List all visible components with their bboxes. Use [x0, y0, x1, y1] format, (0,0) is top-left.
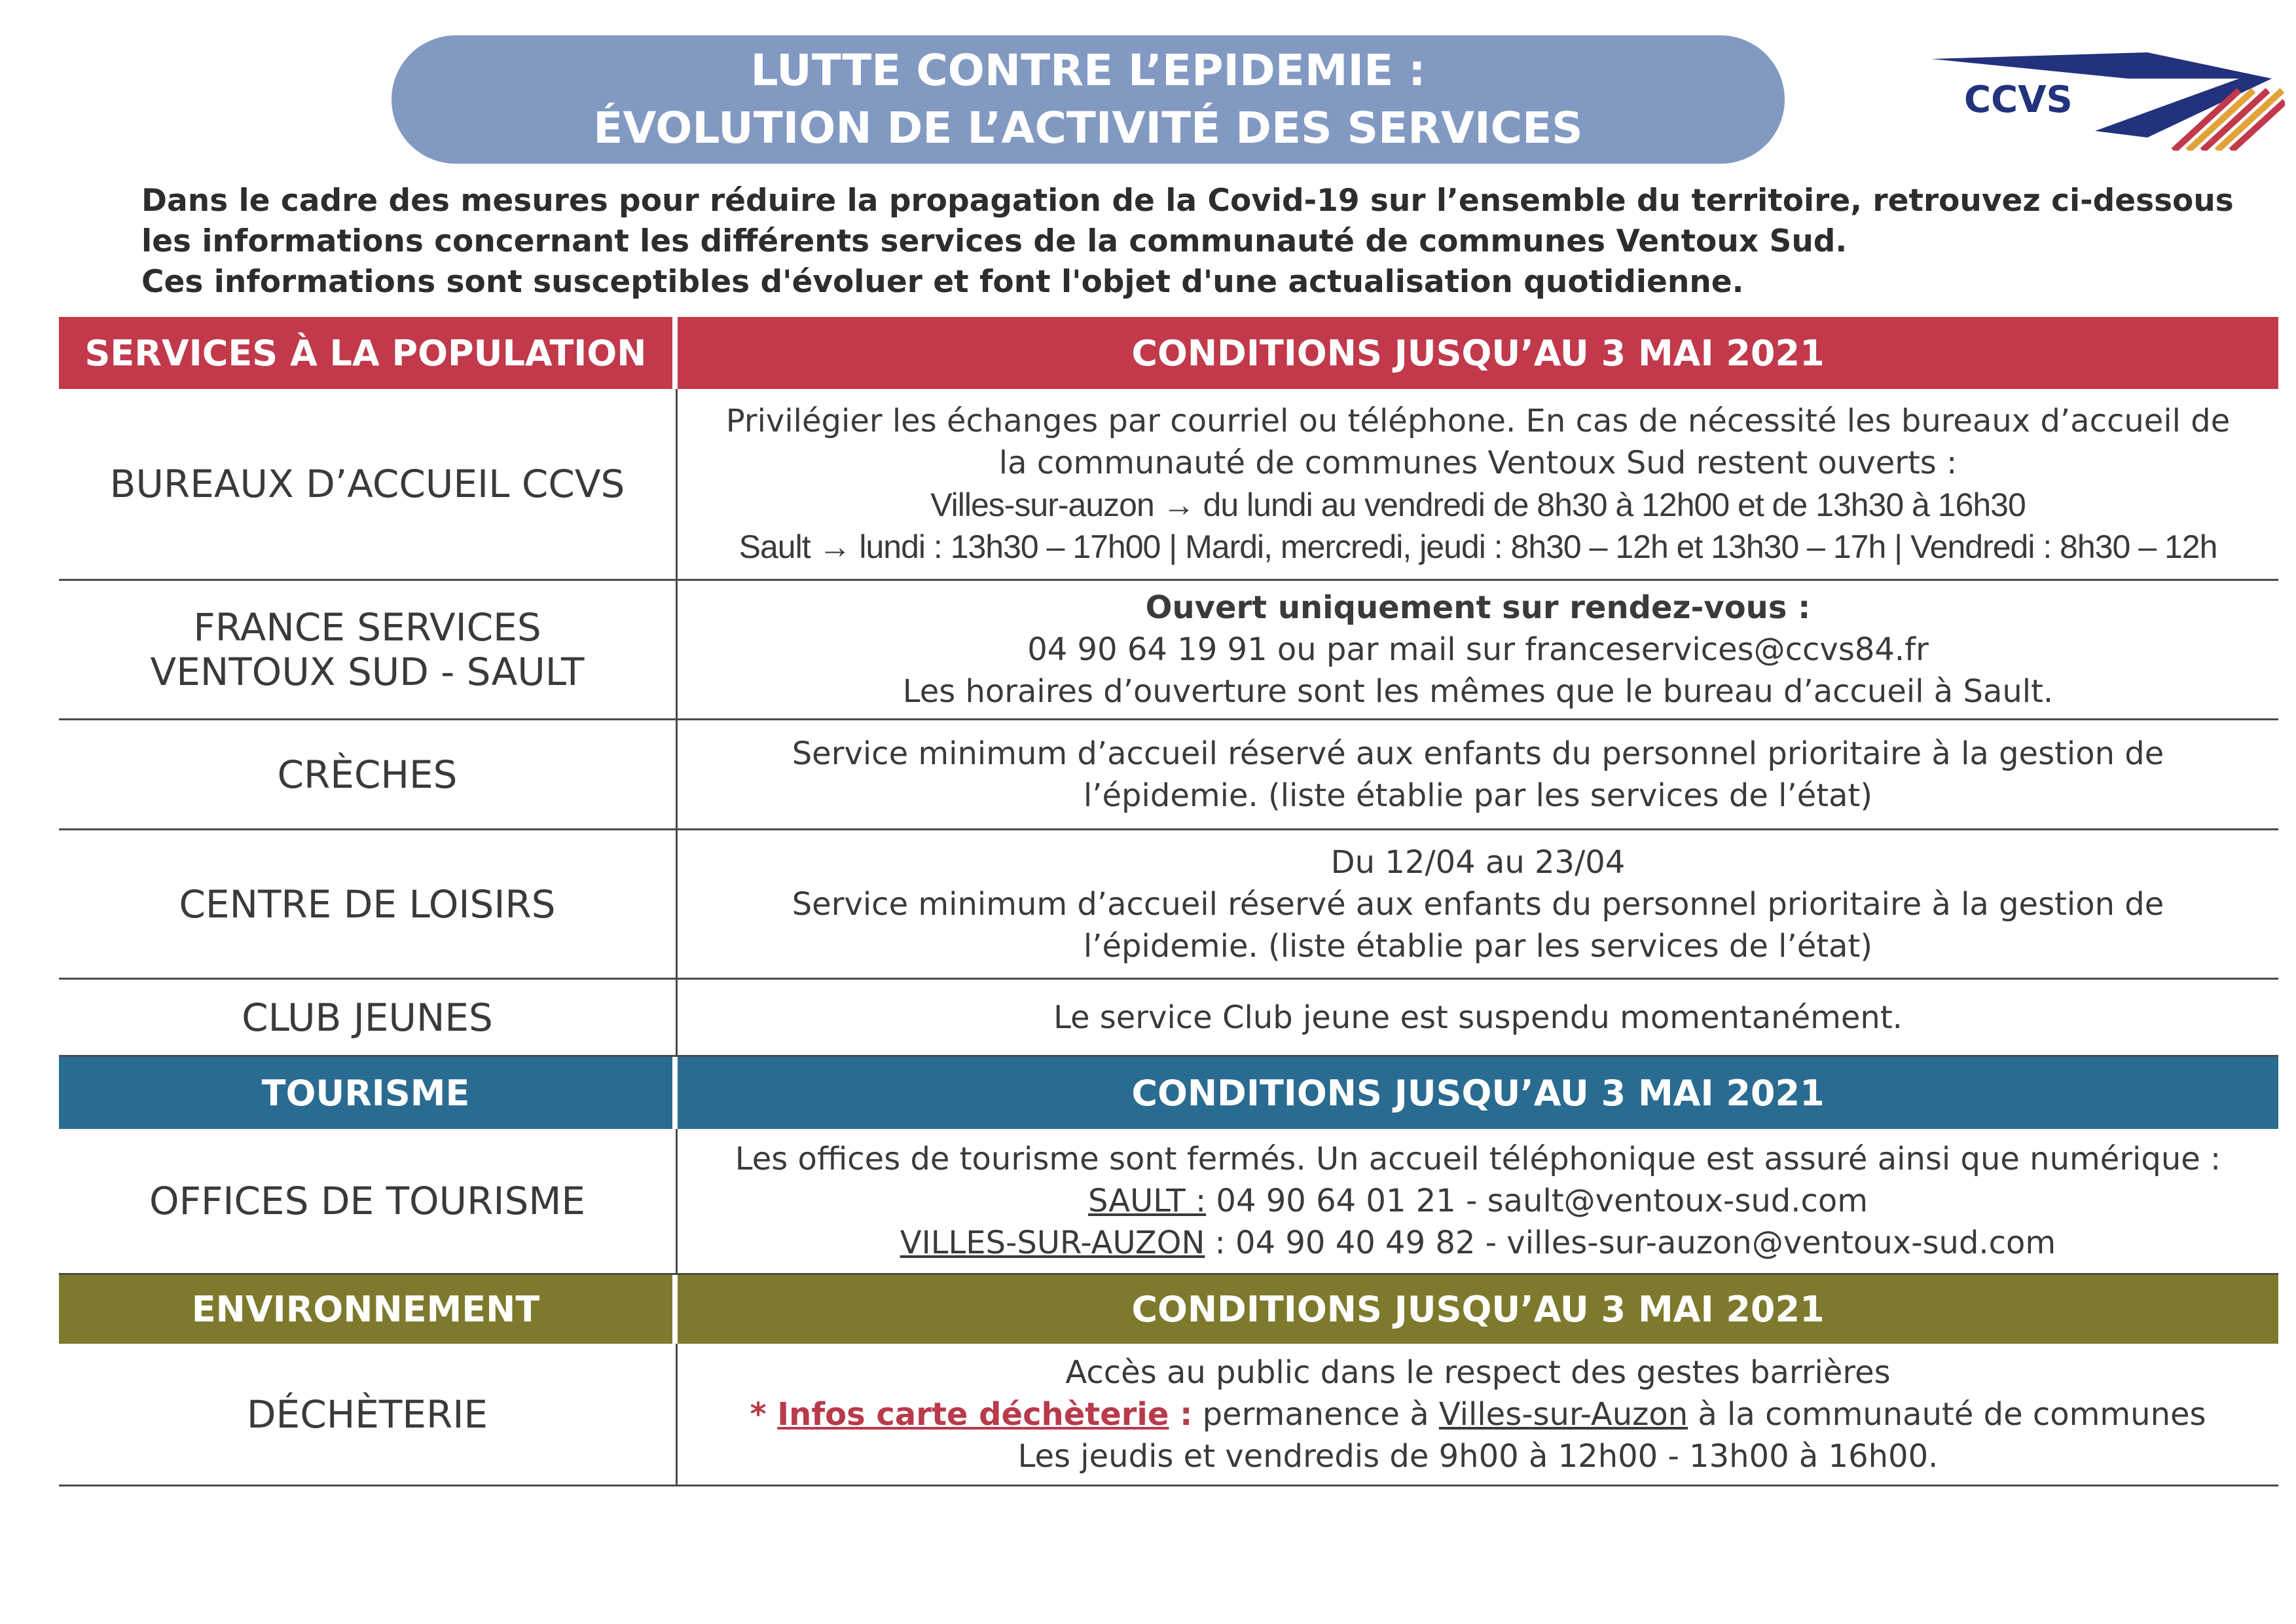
population-header-label: SERVICES À LA POPULATION: [59, 317, 678, 389]
title-line-2: ÉVOLUTION DE L’ACTIVITÉ DES SERVICES: [593, 103, 1583, 153]
title-banner: [392, 35, 1785, 164]
service-info-bureaux: [678, 389, 2278, 579]
loisirs-info-line-3: l’épidemie. (liste établie par les services de l’état): [1083, 927, 1873, 965]
sault-label: SAULT :: [1087, 1183, 1207, 1219]
services-table: [59, 317, 2278, 1486]
france-info-line-1: Ouvert uniquement sur rendez-vous :: [1145, 589, 1811, 626]
france-info-line-3: Les horaires d’ouverture sont les mêmes que le bureau d’accueil à Sault.: [902, 673, 2054, 710]
tourisme-conditions: CONDITIONS JUSQU’AU 3 MAI 2021: [1131, 1072, 1825, 1114]
service-name-decheterie: DÉCHÈTERIE: [59, 1344, 678, 1485]
service-name-club: CLUB JEUNES: [59, 980, 678, 1055]
loisirs-info-line-1: Du 12/04 au 23/04: [1330, 843, 1626, 881]
service-name-france-services: [59, 581, 678, 718]
table-row-france-services: [59, 581, 2278, 720]
table-row-decheterie: [59, 1344, 2278, 1486]
offices-info-sault: [1088, 1180, 1868, 1222]
creches-info-line-1: Service minimum d’accueil réservé aux enfants du personnel prioritaire à la gestion de: [792, 735, 2164, 772]
loisirs-info-line-2: Service minimum d’accueil réservé aux enfants du personnel prioritaire à la gestion de: [792, 885, 2164, 923]
infos-star: *: [750, 1395, 778, 1433]
environnement-header: [59, 1275, 2278, 1344]
perm-after: à la communauté de communes: [1688, 1395, 2206, 1433]
table-row-bureaux: [59, 389, 2278, 581]
offices-info-villes: [900, 1222, 2056, 1264]
service-name-creches: CRÈCHES: [59, 720, 678, 828]
infos-colon: :: [1169, 1395, 1193, 1433]
offices-info-line-1: Les offices de tourisme sont fermés. Un accueil téléphonique est assuré ainsi que numérique :: [735, 1141, 2221, 1177]
infos-carte-link[interactable]: Infos carte déchèterie: [777, 1395, 1169, 1433]
service-info-creches: [678, 720, 2278, 828]
bureaux-hours-villes: Villes-sur-auzon → du lundi au vendredi de 8h30 à 12h00 et de 13h30 à 16h30: [930, 487, 2026, 523]
service-info-club: [678, 980, 2278, 1055]
title-line-1: LUTTE CONTRE L’EPIDEMIE :: [750, 45, 1426, 96]
table-row-creches: [59, 720, 2278, 830]
decheterie-info-line-2: [750, 1393, 2206, 1435]
bureaux-info-line-1: Privilégier les échanges par courriel ou téléphone. En cas de nécessité les bureaux d’accueil de: [725, 403, 2231, 439]
tourisme-header: [59, 1057, 2278, 1129]
perm-place: Villes-sur-Auzon: [1438, 1395, 1688, 1433]
service-info-offices: [678, 1129, 2278, 1273]
environnement-header-label: ENVIRONNEMENT: [59, 1275, 678, 1344]
perm-before: permanence à: [1192, 1395, 1439, 1433]
creches-info-line-2: l’épidemie. (liste établie par les services de l’état): [1083, 777, 1873, 814]
decheterie-info-line-3: Les jeudis et vendredis de 9h00 à 12h00 - 13h00 à 16h00.: [1017, 1437, 1939, 1475]
club-info-line-1: Le service Club jeune est suspendu momentanément.: [1053, 999, 1903, 1036]
service-info-decheterie: [678, 1344, 2278, 1485]
table-row-club: [59, 980, 2278, 1057]
intro-line-2: les informations concernant les différents services de la communauté de communes Ventoux Sud.: [141, 223, 1848, 259]
decheterie-info-line-1: Accès au public dans le respect des gestes barrières: [1065, 1354, 1891, 1391]
service-info-loisirs: [678, 830, 2278, 978]
france-name-line-1: FRANCE SERVICES: [193, 605, 541, 650]
sault-contact: 04 90 64 01 21 - sault@ventoux-sud.com: [1206, 1183, 1868, 1219]
population-conditions: CONDITIONS JUSQU’AU 3 MAI 2021: [1131, 332, 1825, 374]
service-info-france-services: [678, 581, 2278, 718]
villes-label: VILLES-SUR-AUZON: [900, 1225, 1205, 1261]
bureaux-info-line-2: la communauté de communes Ventoux Sud restent ouverts :: [998, 445, 1958, 481]
table-row-loisirs: [59, 830, 2278, 980]
table-row-offices: [59, 1129, 2278, 1275]
france-name-line-2: VENTOUX SUD - SAULT: [150, 650, 585, 694]
population-header: [59, 317, 2278, 389]
service-name-loisirs: CENTRE DE LOISIRS: [59, 830, 678, 978]
bureaux-hours-sault: Sault → lundi : 13h30 – 17h00 | Mardi, mercredi, jeudi : 8h30 – 12h et 13h30 – 17h | Vendredi : 8h30 – 12h: [738, 528, 2217, 565]
france-info-line-2: 04 90 64 19 91 ou par mail sur franceservices@ccvs84.fr: [1027, 631, 1929, 668]
intro-line-3: Ces informations sont susceptibles d'évoluer et font l'objet d'une actualisation quotidienne.: [141, 264, 1744, 300]
intro-line-1: Dans le cadre des mesures pour réduire la propagation de la Covid-19 sur l’ensemble du territoire, retrouvez ci-dessous: [141, 183, 2234, 219]
environnement-conditions: CONDITIONS JUSQU’AU 3 MAI 2021: [1131, 1289, 1825, 1330]
service-name-bureaux: BUREAUX D’ACCUEIL CCVS: [59, 389, 678, 579]
villes-contact: : 04 90 40 49 82 - villes-sur-auzon@ventoux-sud.com: [1205, 1225, 2056, 1261]
service-name-offices: OFFICES DE TOURISME: [59, 1129, 678, 1273]
intro-text: [141, 181, 2263, 303]
tourisme-header-label: TOURISME: [59, 1057, 678, 1129]
logo-text: CCVS: [1964, 79, 2073, 121]
